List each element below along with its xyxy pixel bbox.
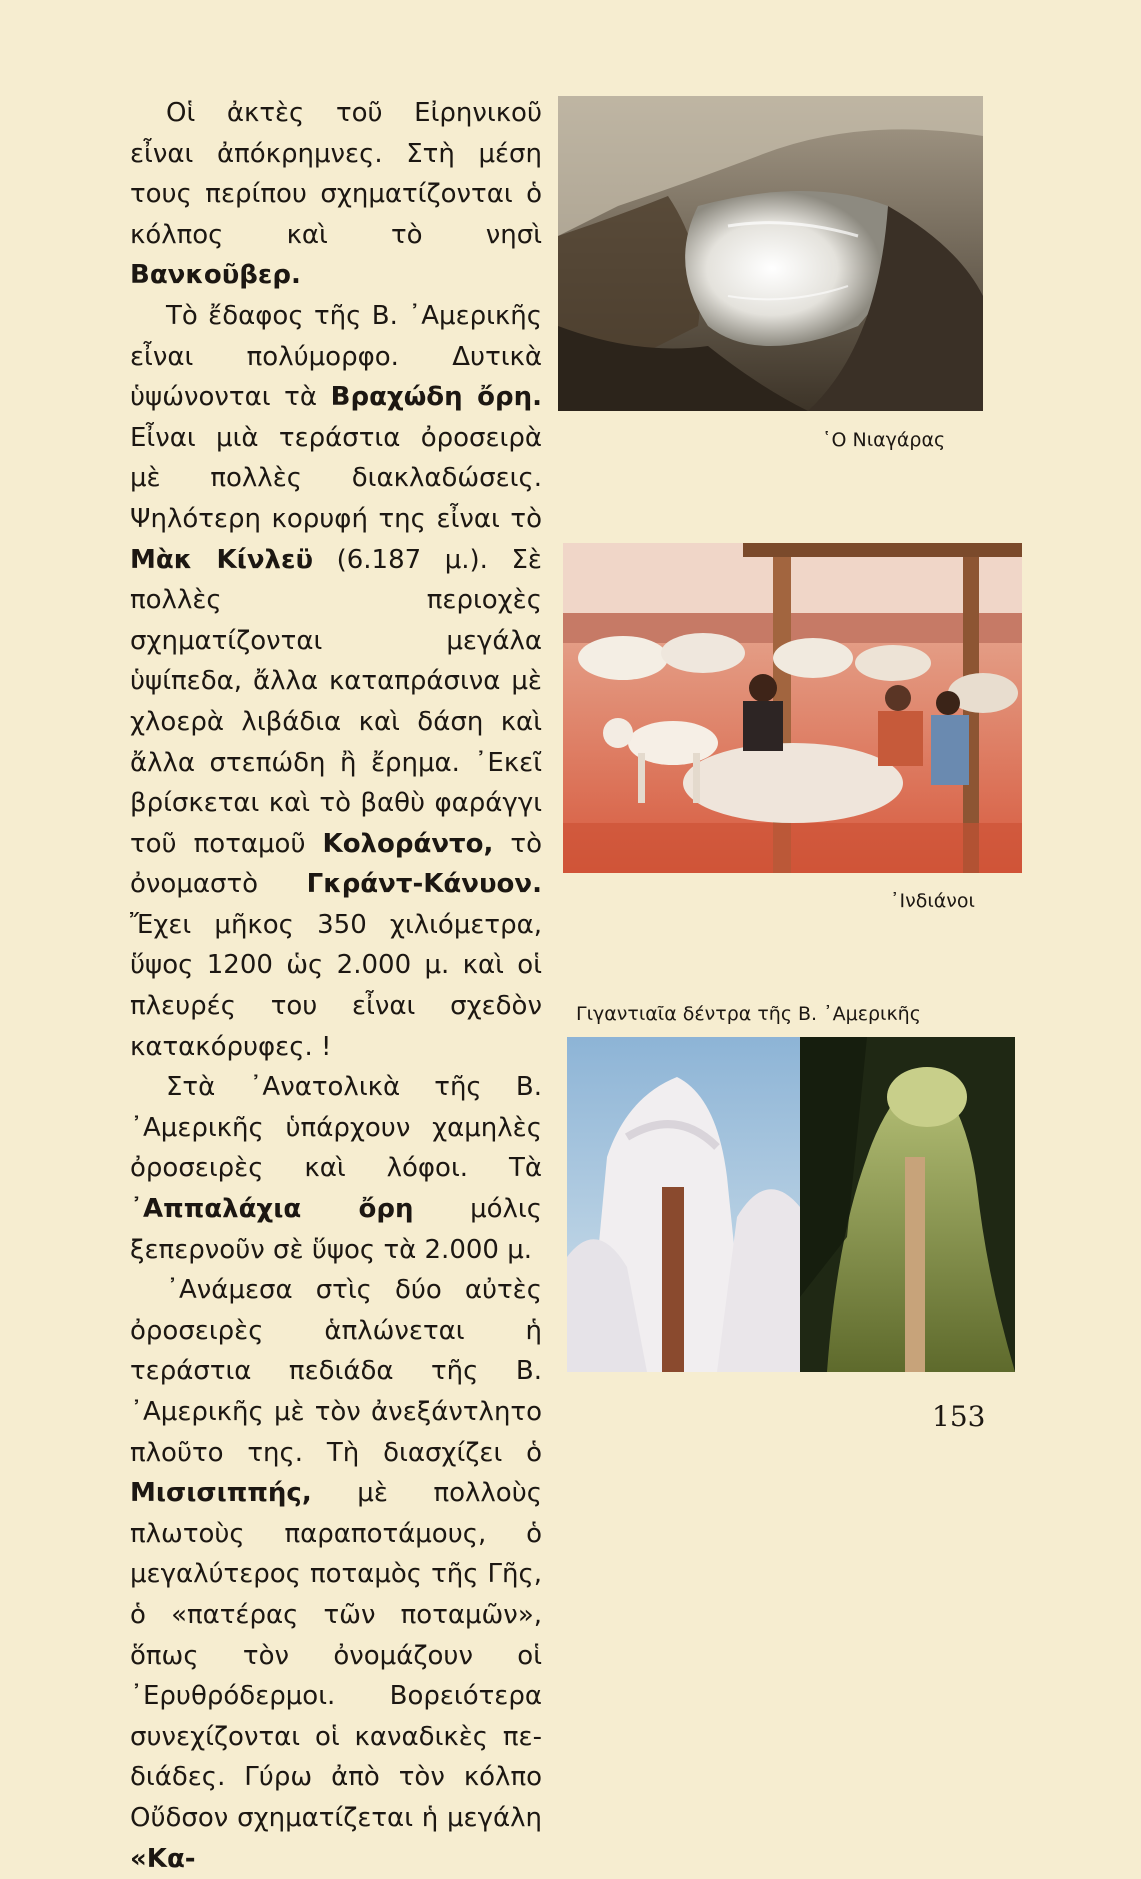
body-text: [130, 93, 542, 1879]
niagara-caption: ῾Ο Νιαγάρας: [822, 429, 946, 451]
paragraph: [130, 1270, 542, 1879]
paragraph: [130, 93, 542, 296]
text-run: Ἔχει μῆκος 350 χιλιόμετρα, ὕψος 1200 ὡς 2.000 μ. καὶ οἱ πλευρές του εἶναι σχεδὸν κατακόρυφες. !: [130, 909, 542, 1062]
bold-term: Μὰκ Κίνλεϋ: [130, 544, 314, 575]
indians-photo: [563, 543, 1022, 873]
text-run: (6.187 μ.). Σὲ πολλὲς περιοχὲς σχηματίζονται μεγάλα ὑψίπεδα, ἄλλα καταπράσινα μὲ χλοερὰ λιβάδια καὶ δάση καὶ ἄλλα στεπώδη ἢ ἔρημα. ᾿Εκεῖ βρίσκεται καὶ τὸ βαθὺ φαράγγι τοῦ ποταμοῦ: [130, 544, 542, 859]
bold-term: Κολοράντο,: [322, 828, 494, 859]
niagara-photo: [558, 96, 983, 411]
trees-caption: Γιγαντιαῖα δέντρα τῆς Β. ᾿Αμερικῆς: [576, 1003, 921, 1025]
bold-term: «Κα-: [130, 1843, 196, 1874]
bold-term: Γκράντ-Κάνυον.: [306, 869, 542, 900]
text-run: Στὰ ᾿Ανατολικὰ τῆς Β. ᾿Αμερικῆς ὑπάρχουν χαμηλὲς ὀροσειρὲς καὶ λόφοι. Τὰ: [130, 1072, 542, 1184]
text-run: μὲ πολλοὺς πλωτοὺς παραποτάμους, ὁ μεγαλύτερος ποταμὸς τῆς Γῆς, ὁ «πατέρας τῶν ποταμῶν», ὅπως τὸν ὀνομάζουν οἱ ᾿Ερυθρόδερμοι. Βορειότερα συνεχίζονται οἱ καναδικὲς πεδιάδες. Γύρω ἀπὸ τὸν κόλπο Οὔδσον σχηματίζεται ἡ μεγάλη: [130, 1478, 542, 1833]
text-run: Οἱ ἀκτὲς τοῦ Εἰρηνικοῦ εἶναι ἀπόκρημνες. Στὴ μέση τους περίπου σχηματίζονται ὁ κόλπος καὶ τὸ νησὶ: [130, 98, 542, 250]
bold-term: ᾿Αππαλάχια ὄρη: [130, 1194, 414, 1225]
text-run: τὸ ὀνομαστὸ: [130, 828, 542, 900]
text-run: ᾿Ανάμεσα στὶς δύο αὐτὲς ὀροσειρὲς ἁπλώνεται ἡ τεράστια πεδιάδα τῆς Β. ᾿Αμερικῆς μὲ τὸν ἀνεξάντλητο πλοῦτο της. Τὴ διασχίζει ὁ: [130, 1275, 542, 1468]
paragraph: [130, 1067, 542, 1270]
trees-photo: [567, 1037, 1015, 1372]
text-run: Τὸ ἔδαφος τῆς Β. ᾿Αμερικῆς εἶναι πολύμορφο. Δυτικὰ ὑψώνονται τὰ: [130, 300, 542, 413]
bold-term: Βανκοῦβερ.: [130, 260, 301, 291]
indians-caption: ᾿Ινδιάνοι: [890, 890, 975, 912]
text-run: Εἶναι μιὰ τεράστια ὀροσειρὰ μὲ πολλὲς διακλαδώσεις. Ψηλότερη κορυφή της εἶναι τὸ: [130, 422, 542, 534]
paragraph: [130, 296, 542, 1067]
page-number: 153: [932, 1400, 986, 1433]
bold-term: Βραχώδη ὄρη.: [330, 382, 542, 413]
text-run: μόλις ξεπερνοῦν σὲ ὕψος τὰ 2.000 μ.: [130, 1194, 542, 1265]
bold-term: Μισισιππής,: [130, 1478, 312, 1509]
